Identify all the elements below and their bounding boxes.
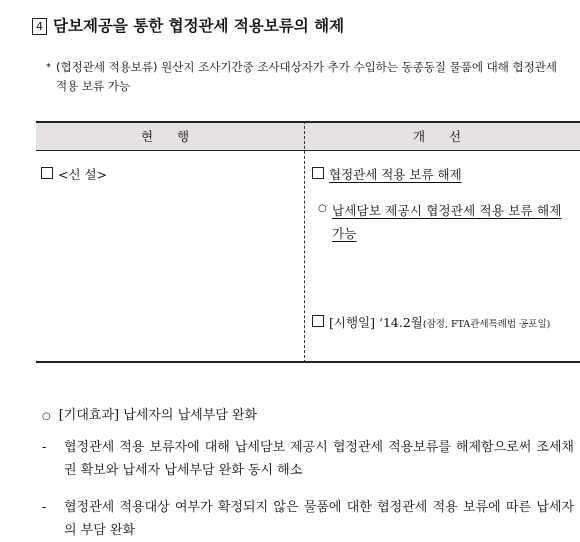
effect-point-text: 협정관세 적용 보류자에 대해 납세담보 제공시 협정관세 적용보류를 해제함으로써 조세채권 확보와 납세자 납세부담 완화 동시 해소 bbox=[64, 440, 574, 478]
note-text: (협정관세 적용보류) 원산지 조사기간중 조사대상자가 추가 수입하는 동종동질 물품에 대해 협정관세 적용 보류 가능 bbox=[56, 60, 557, 93]
dash-marker: - bbox=[42, 500, 47, 515]
note bbox=[46, 58, 566, 96]
header-improved: 개 선 bbox=[412, 129, 472, 144]
section-title bbox=[32, 14, 344, 36]
circle-bullet-icon: ○ bbox=[42, 411, 51, 422]
effect-point-text: 협정관세 적용대상 여부가 확정되지 않은 물품에 대한 협정관세 적용 보류에 따른 납세자의 부담 완화 bbox=[64, 500, 574, 538]
section-number: 4 bbox=[32, 18, 47, 35]
improved-detail: 납세담보 제공시 협정관세 적용 보류 해제 가능 bbox=[332, 203, 562, 241]
header-current: 현 행 bbox=[140, 129, 200, 144]
improved-title-row bbox=[312, 165, 462, 183]
current-item: <신 설> bbox=[58, 167, 108, 182]
current-cell bbox=[41, 165, 107, 183]
table-bottom-border bbox=[36, 361, 580, 363]
effective-date-row bbox=[312, 313, 574, 335]
table-header bbox=[36, 121, 580, 151]
effect-point bbox=[42, 436, 574, 482]
column-divider bbox=[304, 121, 305, 363]
checkbox-icon bbox=[312, 315, 324, 327]
effective-label: [시행일] bbox=[329, 315, 375, 330]
effect-point bbox=[42, 496, 574, 542]
effective-note: (잠정, FTA관세특례법 공포일) bbox=[422, 319, 551, 330]
checkbox-icon bbox=[41, 167, 53, 179]
improved-title: 협정관세 적용 보류 해제 bbox=[329, 167, 462, 182]
improved-detail-row bbox=[332, 199, 566, 245]
dash-marker: - bbox=[42, 440, 47, 455]
comparison-table bbox=[36, 121, 580, 363]
note-marker: * bbox=[46, 62, 51, 73]
expected-effect-heading: [기대효과] 납세자의 납세부담 완화 bbox=[58, 408, 258, 423]
section-title-text: 담보제공을 통한 협정관세 적용보류의 해제 bbox=[53, 17, 345, 35]
effective-date: ‘14.2월 bbox=[378, 315, 423, 330]
checkbox-icon bbox=[312, 167, 324, 179]
circle-bullet-icon: ○ bbox=[318, 203, 327, 214]
expected-effect bbox=[42, 404, 257, 423]
